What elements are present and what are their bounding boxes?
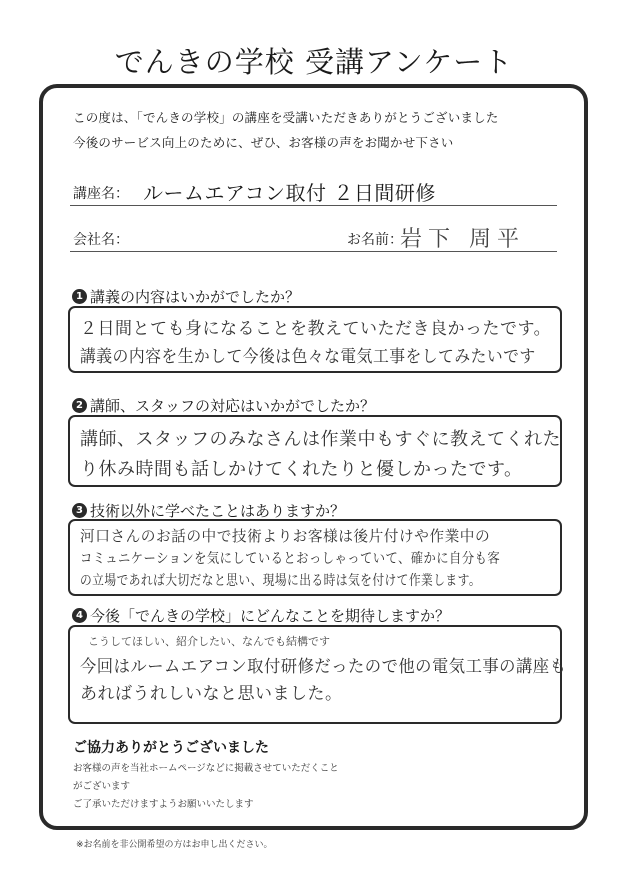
answer-line: り休み時間も話しかけてくれたりと優しかったです。 [80, 459, 523, 480]
question-number-badge: 1 [72, 289, 87, 304]
question-number-badge: 4 [72, 608, 87, 623]
answer-line: ２日間とても身になることを教えていただき良かったです。 [80, 319, 552, 339]
course-name: ルームエアコン取付 ２日間研修 [143, 181, 436, 205]
answer-line: 講師、スタッフのみなさんは作業中もすぐに教えてくれた [80, 429, 561, 450]
publication-note-line-3: ご了承いただけますようお願いいたします [73, 799, 254, 810]
question-number-badge: 2 [72, 398, 87, 413]
question-4-heading [72, 605, 450, 626]
question-3-text: 技術以外に学べたことはありますか？ [90, 502, 346, 520]
question-1-answer-box [68, 306, 562, 373]
answer-line: コミュニケーションを気にしているとおっしゃっていて、確かに自分も客 [80, 551, 501, 567]
question-4-text: 今後「でんきの学校」にどんなことを期待しますか？ [90, 607, 451, 625]
question-4-answer-box [68, 625, 567, 724]
publication-note-line-1: お客様の声を当社ホームページなどに掲載させていただくこと [73, 763, 339, 774]
answer-line: 今回はルームエアコン取付研修だったので他の電気工事の講座も [80, 657, 567, 677]
intro-line-1: この度は、「でんきの学校」の講座を受講いただきありがとうございました [73, 110, 499, 125]
answer-line: 講義の内容を生かして今後は色々な電気工事をしてみたいです [80, 347, 536, 367]
thanks-message: ご協力ありがとうございました [73, 740, 269, 756]
question-2-answer-box [68, 415, 562, 487]
answer-line: の立場であれば大切だなと思い、現場に出る時は気を付けて作業します。 [80, 573, 482, 589]
name-value: 岩下 周平 [400, 227, 525, 252]
question-4-hint: こうしてほしい、紹介したい、なんでも結構です [88, 635, 330, 648]
company-label: 会社名： [73, 232, 129, 248]
answer-line: 河口さんのお話の中で技術よりお客様は後片付けや作業中の [80, 527, 491, 545]
answer-line: あればうれしいなと思いました。 [80, 684, 343, 704]
course-label: 講座名： [73, 186, 129, 202]
company-name-underline [70, 251, 557, 252]
question-number-badge: 3 [72, 503, 87, 518]
question-1-heading [72, 286, 300, 307]
question-2-text: 講師、スタッフの対応はいかがでしたか？ [90, 397, 376, 415]
question-1-text: 講義の内容はいかがでしたか？ [90, 288, 301, 306]
privacy-disclaimer: ※お名前を非公開希望の方はお申し出ください。 [76, 840, 273, 850]
question-3-heading [72, 500, 345, 521]
question-2-heading [72, 395, 375, 416]
question-3-answer-box [68, 519, 562, 596]
course-underline [70, 205, 557, 206]
intro-line-2: 今後のサービス向上のために、ぜひ、お客様の声をお聞かせ下さい [73, 135, 454, 150]
publication-note-line-2: がございます [73, 781, 131, 792]
form-title: でんきの学校 受講アンケート [114, 45, 514, 79]
name-label: お名前： [347, 232, 403, 248]
